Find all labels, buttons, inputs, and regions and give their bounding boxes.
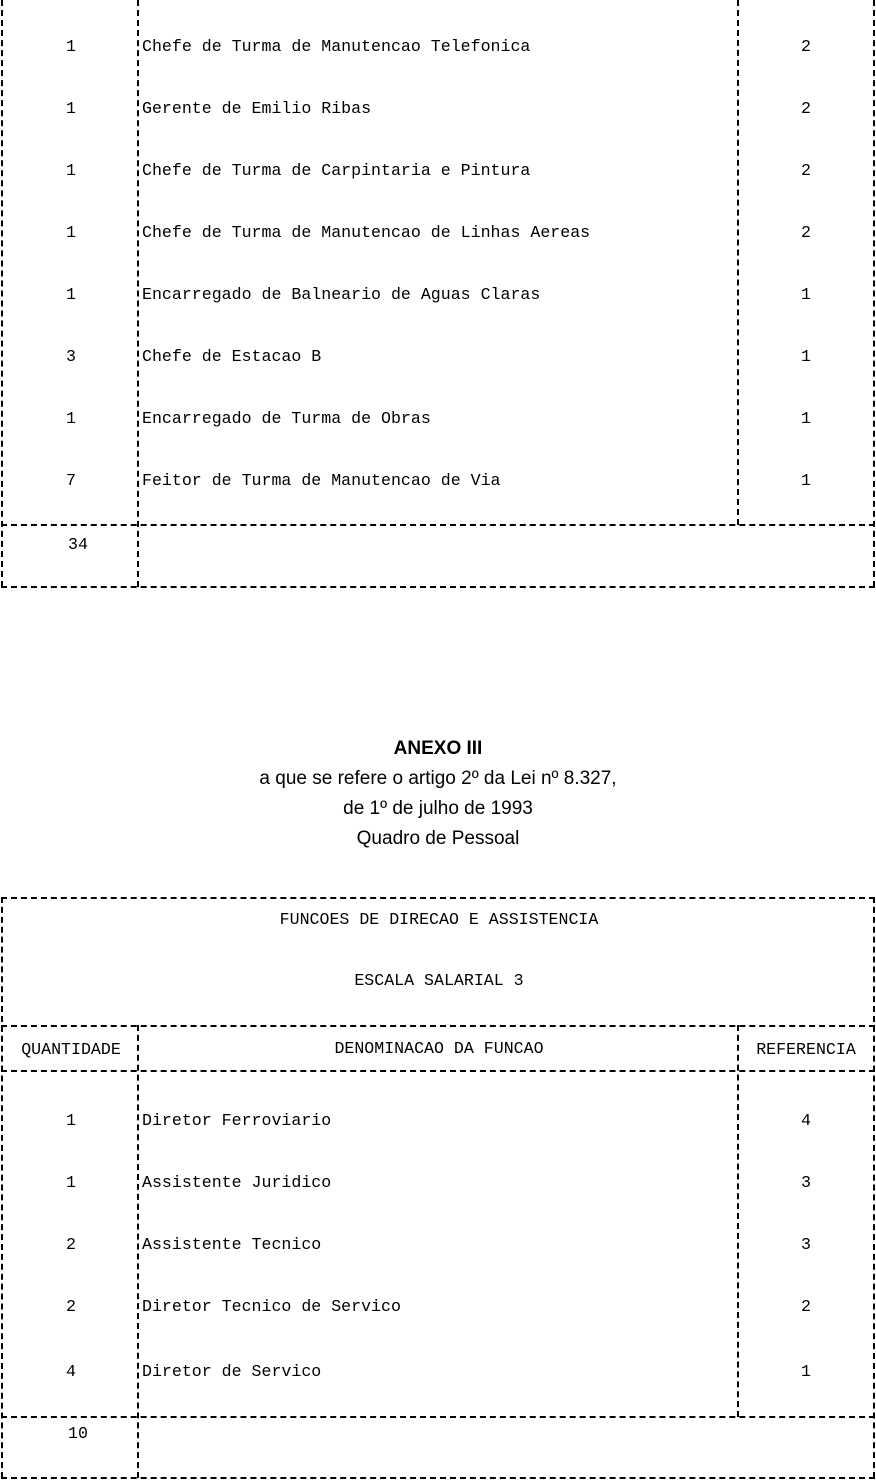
row-denominacao: Diretor de Servico bbox=[142, 1362, 322, 1381]
row-referencia: 1 bbox=[801, 285, 811, 304]
annex-line: a que se refere o artigo 2º da Lei nº 8.327, bbox=[259, 768, 617, 789]
annex-line: de 1º de julho de 1993 bbox=[343, 798, 533, 819]
row-divider bbox=[1, 1070, 875, 1072]
row-denominacao: Assistente Tecnico bbox=[142, 1235, 322, 1254]
row-quantidade: 4 bbox=[66, 1362, 76, 1381]
table-border bbox=[1, 897, 3, 1478]
row-referencia: 3 bbox=[801, 1173, 811, 1192]
row-quantidade: 1 bbox=[66, 99, 76, 118]
table-border bbox=[873, 897, 875, 1478]
row-denominacao: Assistente Juridico bbox=[142, 1173, 332, 1192]
row-referencia: 1 bbox=[801, 471, 811, 490]
table-border bbox=[1, 897, 875, 899]
table-subheading: ESCALA SALARIAL 3 bbox=[354, 971, 524, 990]
table-border bbox=[1, 586, 875, 588]
row-referencia: 2 bbox=[801, 37, 811, 56]
column-divider bbox=[737, 0, 739, 525]
row-referencia: 1 bbox=[801, 1362, 811, 1381]
row-referencia: 3 bbox=[801, 1235, 811, 1254]
row-denominacao: Chefe de Turma de Manutencao de Linhas Aereas bbox=[142, 223, 591, 242]
row-quantidade: 2 bbox=[66, 1235, 76, 1254]
total-quantidade: 34 bbox=[68, 535, 88, 554]
row-quantidade: 2 bbox=[66, 1297, 76, 1316]
row-referencia: 1 bbox=[801, 409, 811, 428]
row-quantidade: 1 bbox=[66, 1173, 76, 1192]
table-border bbox=[1, 1477, 875, 1479]
row-referencia: 2 bbox=[801, 1297, 811, 1316]
row-quantidade: 1 bbox=[66, 37, 76, 56]
row-referencia: 2 bbox=[801, 99, 811, 118]
row-quantidade: 1 bbox=[66, 1111, 76, 1130]
row-divider bbox=[1, 524, 875, 526]
column-divider bbox=[737, 1025, 739, 1417]
row-divider bbox=[1, 1416, 875, 1418]
row-quantidade: 7 bbox=[66, 471, 76, 490]
table-border bbox=[1, 0, 3, 587]
row-denominacao: Gerente de Emilio Ribas bbox=[142, 99, 372, 118]
column-header-referencia: REFERENCIA bbox=[756, 1040, 856, 1059]
row-referencia: 2 bbox=[801, 223, 811, 242]
row-quantidade: 1 bbox=[66, 223, 76, 242]
column-header-denominacao: DENOMINACAO DA FUNCAO bbox=[334, 1039, 544, 1058]
column-divider bbox=[137, 0, 139, 587]
table-border bbox=[873, 0, 875, 587]
row-denominacao: Chefe de Turma de Manutencao Telefonica bbox=[142, 37, 531, 56]
row-denominacao: Encarregado de Turma de Obras bbox=[142, 409, 431, 428]
row-quantidade: 1 bbox=[66, 409, 76, 428]
row-quantidade: 1 bbox=[66, 161, 76, 180]
row-denominacao: Diretor Tecnico de Servico bbox=[142, 1297, 401, 1316]
row-denominacao: Diretor Ferroviario bbox=[142, 1111, 332, 1130]
row-denominacao: Chefe de Estacao B bbox=[142, 347, 322, 366]
row-denominacao: Feitor de Turma de Manutencao de Via bbox=[142, 471, 501, 490]
row-quantidade: 3 bbox=[66, 347, 76, 366]
total-quantidade: 10 bbox=[68, 1424, 88, 1443]
row-referencia: 1 bbox=[801, 347, 811, 366]
row-referencia: 2 bbox=[801, 161, 811, 180]
column-header-quantidade: QUANTIDADE bbox=[21, 1040, 121, 1059]
column-divider bbox=[137, 1025, 139, 1478]
table-heading: FUNCOES DE DIRECAO E ASSISTENCIA bbox=[279, 910, 599, 929]
row-denominacao: Encarregado de Balneario de Aguas Claras bbox=[142, 285, 541, 304]
row-quantidade: 1 bbox=[66, 285, 76, 304]
row-divider bbox=[1, 1025, 875, 1027]
row-denominacao: Chefe de Turma de Carpintaria e Pintura bbox=[142, 161, 531, 180]
row-referencia: 4 bbox=[801, 1111, 811, 1130]
annex-title: ANEXO III bbox=[393, 738, 483, 759]
annex-line: Quadro de Pessoal bbox=[356, 828, 520, 849]
